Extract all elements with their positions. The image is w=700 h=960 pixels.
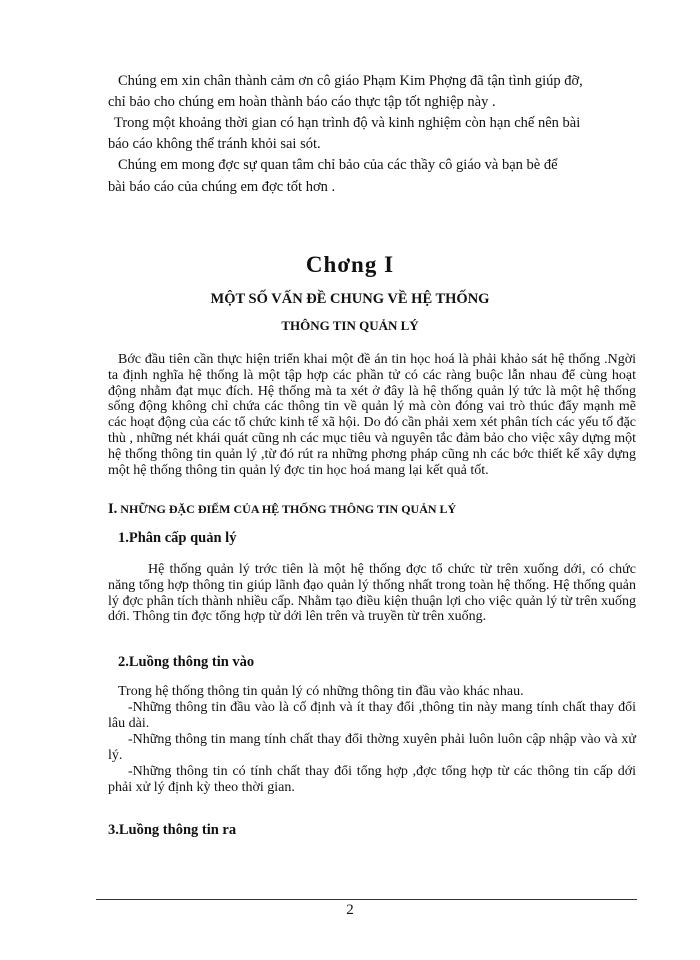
chapter-title: MỘT SỐ VẤN ĐỀ CHUNG VỀ HỆ THỐNG [210, 291, 490, 307]
subsection-paragraph: Hệ thống quản lý trớc tiên là một hệ thống đợc tổ chức từ trên xuống dới, có chức năng tổng hợp thông tin giúp lãnh đạo quản lý thống nhất trong toàn hệ thống. Hệ thống quản lý đợc phân tích thành nhiều cấp. Nhằm tạo điều kiện thuận lợi cho việc quản lý từ trên xuống dới. Thông tin đợc tổng hợp từ dới lên trên và truyền từ trên xuống. [108, 562, 636, 625]
section-numeral: I. [108, 501, 118, 517]
chapter-subtitle: THÔNG TIN QUẢN LÝ [281, 318, 419, 333]
subsection-heading: 2.Luồng thông tin vào [118, 654, 255, 670]
intro-text: Trong một khoảng thời gian có hạn trình độ và kinh nghiệm còn hạn chế nên bài [114, 115, 581, 131]
footer-divider [96, 899, 637, 900]
section-title: NHỮNG ĐẶC ĐIỂM CỦA HỆ THỐNG THÔNG TIN QUẢN LÝ [120, 502, 457, 516]
intro-text: báo cáo không thể tránh khỏi sai sót. [108, 136, 321, 152]
intro-text: Chúng em xin chân thành cảm ơn cô giáo Phạm Kim Phợng đã tận tình giúp đỡ, [118, 73, 583, 89]
subsection-heading: 3.Luồng thông tin ra [108, 822, 237, 838]
section-heading [108, 501, 456, 518]
intro-text: chỉ bảo cho chúng em hoàn thành báo cáo thực tập tốt nghiệp này . [108, 94, 496, 110]
list-item: -Những thông tin mang tính chất thay đổi thờng xuyên phải luôn luôn cập nhập vào và xử lý. [108, 732, 636, 763]
list-item: -Những thông tin có tính chất thay đổi tổng hợp ,đợc tổng hợp từ các thông tin cấp dới phải xử lý định kỳ theo thời gian. [108, 764, 636, 795]
list-item: -Những thông tin đầu vào là cố định và ít thay đổi ,thông tin này mang tính chất thay đổi lâu dài. [108, 700, 636, 731]
page-number: 2 [346, 902, 354, 918]
subsection-text: Trong hệ thống thông tin quản lý có những thông tin đầu vào khác nhau. [118, 684, 524, 699]
chapter-intro-paragraph: Bớc đầu tiên cần thực hiện triển khai một đề án tin học hoá là phải khảo sát hệ thống .Ngời ta định nghĩa hệ thống là một tập hợp các phần tử có các ràng buộc lẫn nhau để cùng hoạt động nhằm đạt mục đích. Hệ thống mà ta xét ở đây là hệ thống quản lý tức là một hệ thống sống động không chỉ chứa các thông tin về quản lý mà còn đóng vai trò thúc đẩy mạnh mẽ các hoạt động của các tổ chức kinh tế xã hội. Do đó cần phải xem xét phân tích các yếu tố đặc thù , những nét khái quát cũng nh các mục tiêu và nguyên tắc đảm bảo cho việc xây dựng một hệ thống thông tin quản lý ,từ đó rút ra những phơng pháp cũng nh các bớc thiết kế xây dựng một hệ thống thông tin quản lý đợc tin học hoá mang lại kết quả tốt. [108, 352, 636, 478]
subsection-heading: 1.Phân cấp quản lý [118, 530, 237, 546]
intro-text: Chúng em mong đợc sự quan tâm chỉ bảo của các thầy cô giáo và bạn bè để [118, 157, 558, 173]
chapter-heading: Chơng I [305, 252, 395, 277]
intro-text: bài báo cáo của chúng em đợc tốt hơn . [108, 179, 336, 195]
